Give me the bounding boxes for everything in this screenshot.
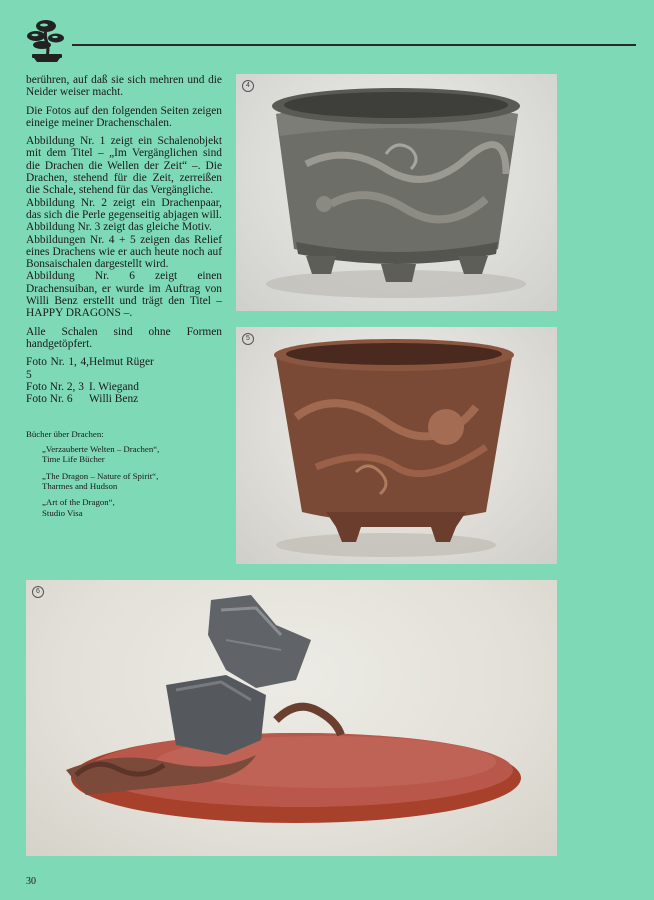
- photo-number: 6: [32, 586, 44, 598]
- credit-label: Foto Nr. 6: [26, 393, 73, 406]
- book-list-heading: Bücher über Drachen:: [26, 429, 104, 440]
- credit-row: [26, 393, 222, 405]
- grey-dragon-pot-image: [236, 74, 557, 311]
- book-entry: [42, 497, 222, 518]
- paragraph: Alle Schalen sind ohne Formen handgetöpfert.: [26, 325, 222, 350]
- bonsai-logo-icon: [22, 14, 72, 64]
- photo-credits: [26, 356, 222, 405]
- photo-4: [236, 74, 557, 311]
- credit-name: I. Wiegand: [89, 380, 139, 393]
- paragraph: Abbildung Nr. 6 zeigt einen Drachensuiban, er wurde im Auftrag von Willi Benz erstellt und trägt den Titel – HAPPY DRAGONS –.: [26, 270, 222, 320]
- header-rule: [72, 44, 636, 46]
- book-title: „The Dragon – Nature of Spirit“,: [42, 470, 159, 481]
- paragraph: Abbildung Nr. 3 zeigt das gleiche Motiv.: [26, 221, 212, 234]
- book-title: „Art of the Dragon“,: [42, 497, 115, 508]
- paragraph: Abbildung Nr. 2 zeigt ein Drachenpaar, das sich die Perle gegenseitig abjagen will.: [26, 196, 222, 221]
- credit-name: Helmut Rüger: [89, 356, 154, 369]
- dragon-suiban-image: [26, 580, 557, 856]
- photo-5: [236, 327, 557, 564]
- book-list: [26, 429, 222, 518]
- book-publisher: Time Life Bücher: [42, 454, 105, 465]
- book-publisher: Tharmes and Hudson: [42, 481, 118, 492]
- paragraph: Die Fotos auf den folgenden Seiten zeigen eineige meiner Drachenschalen.: [26, 104, 222, 129]
- photo-number: 4: [242, 80, 254, 92]
- credit-row: [26, 381, 222, 393]
- page-number: 30: [26, 876, 36, 887]
- paragraph: berühren, auf daß sie sich mehren und die Neider weiser macht.: [26, 74, 222, 99]
- credit-row: [26, 356, 222, 381]
- credit-label: Foto Nr. 1, 4, 5: [26, 356, 89, 381]
- photo-number: 5: [242, 333, 254, 345]
- book-entry: [42, 444, 222, 465]
- book-entry: [42, 471, 222, 492]
- paragraph: Abbildung Nr. 1 zeigt ein Schalenobjekt mit dem Titel – „Im Vergänglichen sind die Drachen die Wellen der Zeit“ –. Die Drachen, stehend für die Zeit, zerreißen die Schale, stehend für das Vergängliche.: [26, 135, 222, 197]
- photo-6: [26, 580, 557, 856]
- brown-dragon-pot-image: [236, 327, 557, 564]
- book-title: „Verzauberte Welten – Drachen“,: [42, 443, 160, 454]
- credit-name: Willi Benz: [89, 393, 139, 406]
- book-publisher: Studio Visa: [42, 507, 83, 518]
- paragraph: Abbildungen Nr. 4 + 5 zeigen das Relief eines Drachens wie er auch heute noch auf Bonsaischalen dargestellt wird.: [26, 233, 222, 271]
- credit-label: Foto Nr. 2, 3: [26, 380, 84, 393]
- article-text-column: [26, 74, 222, 524]
